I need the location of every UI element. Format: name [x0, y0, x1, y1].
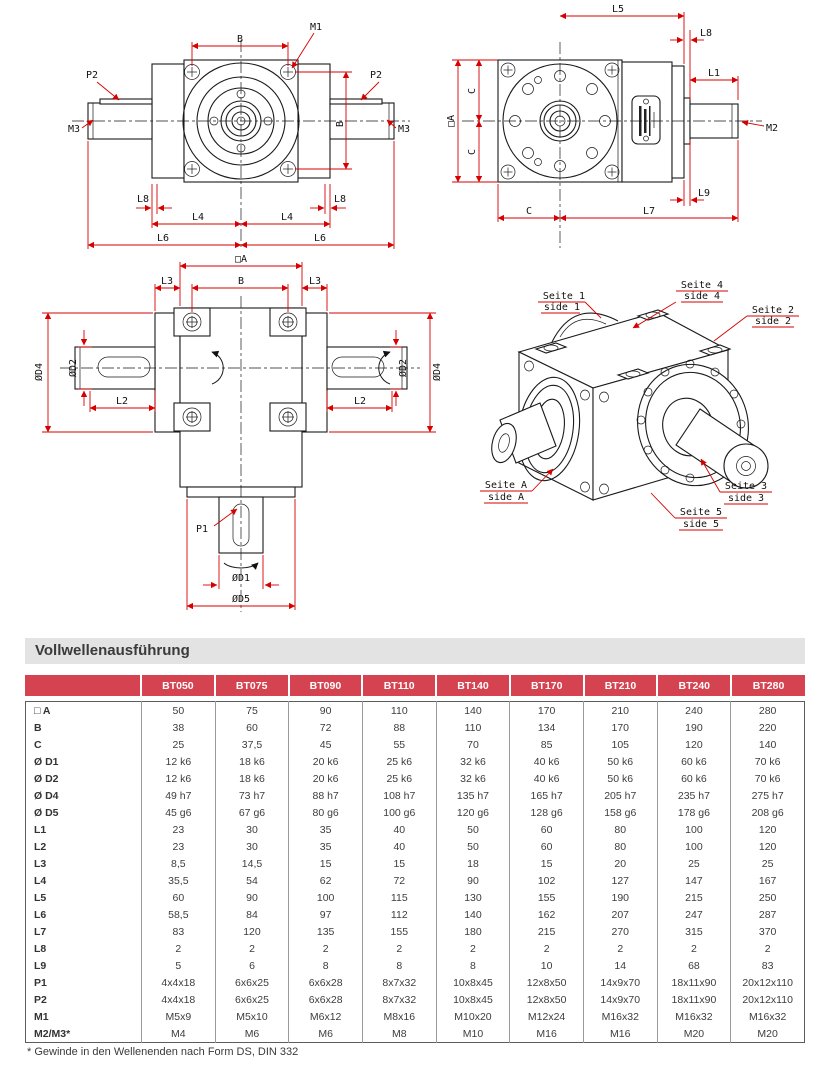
dimension-table: [25, 675, 805, 1043]
table-cell: 50 k6: [583, 770, 657, 787]
table-cell: 85: [510, 736, 584, 753]
table-cell: 120 g6: [436, 804, 510, 821]
table-row-label: L7: [34, 925, 47, 938]
table-cell: 108 h7: [362, 787, 436, 804]
table-cell: 170: [583, 719, 657, 736]
dim-label-l2-left: L2: [115, 396, 129, 407]
table-cell: 190: [583, 889, 657, 906]
table-row: [26, 770, 805, 787]
table-column-header: BT280: [731, 675, 805, 696]
table-cell: 60 k6: [657, 770, 731, 787]
table-row-label: M2/M3*: [34, 1027, 71, 1040]
table-cell: M6: [215, 1025, 289, 1043]
table-cell: M6x12: [289, 1008, 363, 1025]
dim-label-d2-right: ØD2: [398, 358, 409, 378]
table-cell: 162: [510, 906, 584, 923]
table-row: [26, 991, 805, 1008]
table-cell: 54: [215, 872, 289, 889]
dim-label-l7: L7: [642, 206, 656, 217]
table-cell: 5: [142, 957, 216, 974]
table-data: [25, 701, 805, 1043]
table-column-header: BT210: [584, 675, 658, 696]
dim-label-d5: ØD5: [231, 594, 251, 605]
table-cell: 270: [583, 923, 657, 940]
table-cell: 75: [215, 702, 289, 720]
table-cell: 38: [142, 719, 216, 736]
table-cell: 90: [289, 702, 363, 720]
table-cell: 70 k6: [731, 770, 805, 787]
front-view-drawing: [25, 5, 430, 253]
dim-label-l1: L1: [707, 68, 721, 79]
callout-side3-de: Seite 3: [724, 481, 768, 492]
table-row-label: Ø D2: [34, 772, 59, 785]
table-cell: 72: [362, 872, 436, 889]
dim-label-m3-left: M3: [67, 124, 80, 135]
side-view-drawing: [432, 0, 830, 252]
table-cell: 110: [436, 719, 510, 736]
table-row: [26, 906, 805, 923]
table-cell: 6x6x25: [215, 974, 289, 991]
table-cell: 10x8x45: [436, 991, 510, 1008]
table-cell: 20x12x110: [731, 974, 805, 991]
table-column-header: BT110: [362, 675, 436, 696]
table-cell: 115: [362, 889, 436, 906]
table-cell: M16x32: [657, 1008, 731, 1025]
table-cell: 8: [436, 957, 510, 974]
table-cell: 190: [657, 719, 731, 736]
table-cell: 20: [583, 855, 657, 872]
table-cell: 105: [583, 736, 657, 753]
dim-label-d1: ØD1: [231, 573, 251, 584]
table-cell: 18 k6: [215, 753, 289, 770]
dim-label-b-topview: B: [237, 276, 245, 287]
table-row-label: B: [34, 721, 42, 734]
table-row: [26, 855, 805, 872]
table-cell: 205 h7: [583, 787, 657, 804]
table-cell: 50: [436, 838, 510, 855]
table-cell: 55: [362, 736, 436, 753]
table-cell: 170: [510, 702, 584, 720]
table-cell: 32 k6: [436, 770, 510, 787]
table-cell: 60: [142, 889, 216, 906]
table-cell: M5x9: [142, 1008, 216, 1025]
table-cell: 220: [731, 719, 805, 736]
table-row-label: Ø D1: [34, 755, 59, 768]
table-row-label: P1: [34, 976, 47, 989]
table-cell: 102: [510, 872, 584, 889]
table-cell: 25 k6: [362, 770, 436, 787]
callout-side4-en: side 4: [683, 291, 721, 302]
callout-side4-de: Seite 4: [680, 280, 724, 291]
table-cell: 60: [510, 821, 584, 838]
table-cell: 6x6x28: [289, 974, 363, 991]
dim-label-l5: L5: [611, 4, 625, 15]
table-cell: 25 k6: [362, 753, 436, 770]
table-cell: 140: [436, 906, 510, 923]
table-cell: 25: [142, 736, 216, 753]
table-body: [26, 702, 805, 1043]
iso-view-drawing: [445, 268, 830, 560]
table-cell: M6: [289, 1025, 363, 1043]
table-row-label: □ A: [34, 704, 51, 717]
table-cell: 37,5: [215, 736, 289, 753]
table-cell: 40 k6: [510, 753, 584, 770]
table-row: [26, 702, 805, 720]
dim-label-l4-left: L4: [191, 212, 205, 223]
table-cell: 127: [583, 872, 657, 889]
dim-label-c-bottom: C: [525, 206, 533, 217]
table-cell: 83: [731, 957, 805, 974]
table-row-label: L3: [34, 857, 47, 870]
table-cell: 80: [583, 838, 657, 855]
table-cell: 120: [657, 736, 731, 753]
table-cell: M10x20: [436, 1008, 510, 1025]
table-header: [25, 675, 805, 696]
table-cell: 35,5: [142, 872, 216, 889]
table-cell: 247: [657, 906, 731, 923]
table-row: [26, 1008, 805, 1025]
table-cell: 2: [510, 940, 584, 957]
table-cell: 90: [436, 872, 510, 889]
iso-view-body: [488, 310, 768, 500]
table-cell: 60: [215, 719, 289, 736]
table-cell: 110: [362, 702, 436, 720]
table-cell: 84: [215, 906, 289, 923]
table-row-label: L5: [34, 891, 47, 904]
table-row-label: M1: [34, 1010, 49, 1023]
nameplate: [632, 96, 660, 144]
table-cell: 135: [289, 923, 363, 940]
table-cell: M8x16: [362, 1008, 436, 1025]
table-column-header: BT140: [436, 675, 510, 696]
table-row: [26, 974, 805, 991]
table-cell: 60 k6: [657, 753, 731, 770]
dim-label-l9: L9: [698, 188, 711, 199]
table-column-header: BT075: [215, 675, 289, 696]
table-cell: 165 h7: [510, 787, 584, 804]
table-column-header: BT050: [141, 675, 215, 696]
table-cell: M20: [731, 1025, 805, 1043]
table-cell: 100 g6: [362, 804, 436, 821]
dim-label-l2-right: L2: [353, 396, 367, 407]
table-header-row: [25, 675, 805, 696]
table-cell: M8: [362, 1025, 436, 1043]
table-cell: 12 k6: [142, 753, 216, 770]
table-cell: 158 g6: [583, 804, 657, 821]
dim-label-m1: M1: [310, 22, 323, 33]
table-cell: 35: [289, 838, 363, 855]
dim-label-l4-right: L4: [280, 212, 294, 223]
table-cell: 2: [436, 940, 510, 957]
dim-label-m2: M2: [766, 123, 779, 134]
table-row-label: P2: [34, 993, 47, 1006]
dim-label-l6-right: L6: [313, 233, 327, 244]
table-row-label: L9: [34, 959, 47, 972]
dim-label-a-top: □A: [234, 254, 248, 265]
table-cell: 2: [731, 940, 805, 957]
table-cell: M16x32: [583, 1008, 657, 1025]
table-cell: 97: [289, 906, 363, 923]
table-cell: 6: [215, 957, 289, 974]
table-cell: 30: [215, 838, 289, 855]
table-cell: 70 k6: [731, 753, 805, 770]
table-cell: 275 h7: [731, 787, 805, 804]
table-row-label: Ø D4: [34, 789, 59, 802]
table-row-label: L8: [34, 942, 47, 955]
table-cell: 67 g6: [215, 804, 289, 821]
dim-label-p2-right: P2: [370, 70, 383, 81]
table-cell: 18x11x90: [657, 991, 731, 1008]
dim-label-p1: P1: [196, 524, 209, 535]
table-row: [26, 821, 805, 838]
table-cell: 8: [362, 957, 436, 974]
table-cell: 215: [657, 889, 731, 906]
table-row: [26, 804, 805, 821]
table-row-label: L4: [34, 874, 47, 887]
section-title: Vollwellenausführung: [35, 642, 190, 659]
table-cell: 18x11x90: [657, 974, 731, 991]
table-cell: 8: [289, 957, 363, 974]
table-cell: M12x24: [510, 1008, 584, 1025]
dim-label-b-right: B: [335, 120, 346, 128]
table-cell: M4: [142, 1025, 216, 1043]
table-cell: 315: [657, 923, 731, 940]
table-cell: 100: [657, 821, 731, 838]
table-cell: 23: [142, 821, 216, 838]
table-cell: 60: [510, 838, 584, 855]
dim-label-d4-left: ØD4: [34, 362, 45, 382]
table-row-label: L2: [34, 840, 47, 853]
table-cell: 135 h7: [436, 787, 510, 804]
table-cell: 40: [362, 821, 436, 838]
table-cell: 40 k6: [510, 770, 584, 787]
table-cell: 8x7x32: [362, 991, 436, 1008]
dim-label-l3-right: L3: [308, 276, 322, 287]
table-cell: 178 g6: [657, 804, 731, 821]
table-cell: 45: [289, 736, 363, 753]
table-cell: 32 k6: [436, 753, 510, 770]
table-row: [26, 787, 805, 804]
table-cell: 12x8x50: [510, 991, 584, 1008]
callout-side1-de: Seite 1: [542, 291, 585, 302]
table-cell: 2: [657, 940, 731, 957]
table-cell: 215: [510, 923, 584, 940]
table-column-header: BT090: [289, 675, 363, 696]
dim-label-c-upper: C: [467, 87, 478, 95]
table-cell: 15: [510, 855, 584, 872]
dim-label-d4-right: ØD4: [432, 362, 443, 382]
table-row: [26, 753, 805, 770]
top-view-drawing: [20, 255, 445, 625]
table-cell: 112: [362, 906, 436, 923]
table-cell: 235 h7: [657, 787, 731, 804]
table-cell: 25: [731, 855, 805, 872]
callout-side5-en: side 5: [682, 519, 720, 530]
table-cell: 14,5: [215, 855, 289, 872]
table-cell: 130: [436, 889, 510, 906]
dim-label-l8-left: L8: [136, 194, 150, 205]
table-cell: 20x12x110: [731, 991, 805, 1008]
section-title-bar: [25, 638, 805, 664]
table-cell: M20: [657, 1025, 731, 1043]
table-cell: 80 g6: [289, 804, 363, 821]
table-cell: 20 k6: [289, 770, 363, 787]
table-cell: 370: [731, 923, 805, 940]
callout-side3-en: side 3: [727, 493, 765, 504]
table-cell: 62: [289, 872, 363, 889]
table-cell: 100: [289, 889, 363, 906]
table-cell: 155: [362, 923, 436, 940]
table-row: [26, 838, 805, 855]
table-cell: 2: [215, 940, 289, 957]
table-cell: 155: [510, 889, 584, 906]
table-cell: 240: [657, 702, 731, 720]
table-cell: M16x32: [731, 1008, 805, 1025]
table-corner-cell: [25, 675, 141, 696]
table-cell: 80: [583, 821, 657, 838]
table-cell: 30: [215, 821, 289, 838]
table-column-header: BT240: [657, 675, 731, 696]
dim-label-c-lower: C: [467, 148, 478, 156]
table-cell: 72: [289, 719, 363, 736]
table-cell: 250: [731, 889, 805, 906]
table-cell: 68: [657, 957, 731, 974]
table-cell: 8,5: [142, 855, 216, 872]
dim-label-d2-left: ØD2: [68, 358, 79, 378]
table-cell: 14x9x70: [583, 974, 657, 991]
table-cell: 2: [142, 940, 216, 957]
table-cell: 50: [142, 702, 216, 720]
top-view-body: [60, 296, 420, 612]
table-cell: 280: [731, 702, 805, 720]
table-cell: 20 k6: [289, 753, 363, 770]
dim-label-p2-left: P2: [86, 70, 99, 81]
front-view-body: [72, 40, 410, 248]
table-row: [26, 940, 805, 957]
table-cell: 10: [510, 957, 584, 974]
table-cell: 88: [362, 719, 436, 736]
table-cell: 2: [583, 940, 657, 957]
table-cell: 58,5: [142, 906, 216, 923]
table-cell: 73 h7: [215, 787, 289, 804]
table-row-label: C: [34, 738, 42, 751]
table-cell: 70: [436, 736, 510, 753]
table-cell: 208 g6: [731, 804, 805, 821]
table-cell: 140: [436, 702, 510, 720]
callout-sideA-en: side A: [487, 492, 525, 503]
table-cell: 18: [436, 855, 510, 872]
table-row: [26, 872, 805, 889]
table-cell: 4x4x18: [142, 974, 216, 991]
table-cell: M16: [510, 1025, 584, 1043]
callout-side5-de: Seite 5: [679, 507, 723, 518]
table-cell: 35: [289, 821, 363, 838]
table-cell: 167: [731, 872, 805, 889]
footnote: * Gewinde in den Wellenenden nach Form DS, DIN 332: [27, 1046, 299, 1058]
table-cell: 287: [731, 906, 805, 923]
table-cell: 2: [362, 940, 436, 957]
table-cell: M10: [436, 1025, 510, 1043]
table-column-header: BT170: [510, 675, 584, 696]
callout-side1-en: side 1: [543, 302, 580, 313]
table-row: [26, 889, 805, 906]
table-row: [26, 957, 805, 974]
dim-label-l6-left: L6: [156, 233, 170, 244]
table-cell: 4x4x18: [142, 991, 216, 1008]
table-cell: 120: [215, 923, 289, 940]
dim-label-l3-left: L3: [160, 276, 174, 287]
table-cell: 140: [731, 736, 805, 753]
table-row-label: L1: [34, 823, 47, 836]
table-cell: 8x7x32: [362, 974, 436, 991]
table-cell: 100: [657, 838, 731, 855]
table-cell: 147: [657, 872, 731, 889]
table-cell: 50: [436, 821, 510, 838]
table-cell: 128 g6: [510, 804, 584, 821]
dim-label-m3-right: M3: [398, 124, 411, 135]
dim-label-l8-right: L8: [333, 194, 347, 205]
table-cell: 120: [731, 838, 805, 855]
table-cell: 134: [510, 719, 584, 736]
table-cell: 12x8x50: [510, 974, 584, 991]
table-row-label: L6: [34, 908, 47, 921]
table-cell: 207: [583, 906, 657, 923]
table-cell: 50 k6: [583, 753, 657, 770]
table-cell: 25: [657, 855, 731, 872]
table-cell: 49 h7: [142, 787, 216, 804]
table-cell: 14x9x70: [583, 991, 657, 1008]
table-cell: 2: [289, 940, 363, 957]
callout-side2-en: side 2: [754, 316, 792, 327]
callout-sideA-de: Seite A: [484, 480, 528, 491]
table-cell: 180: [436, 923, 510, 940]
table-cell: M16: [583, 1025, 657, 1043]
table-row: [26, 719, 805, 736]
table-cell: 120: [731, 821, 805, 838]
table-cell: 10x8x45: [436, 974, 510, 991]
table-cell: 6x6x25: [215, 991, 289, 1008]
table-cell: 88 h7: [289, 787, 363, 804]
table-row: [26, 1025, 805, 1043]
table-cell: 12 k6: [142, 770, 216, 787]
dim-label-l8-side: L8: [700, 28, 713, 39]
table-cell: 14: [583, 957, 657, 974]
table-row: [26, 736, 805, 753]
table-cell: 15: [362, 855, 436, 872]
dim-label-a-side: □A: [446, 114, 457, 128]
table-cell: 6x6x28: [289, 991, 363, 1008]
table-cell: 18 k6: [215, 770, 289, 787]
table-row: [26, 923, 805, 940]
table-row-label: Ø D5: [34, 806, 59, 819]
table-cell: 210: [583, 702, 657, 720]
table-cell: 90: [215, 889, 289, 906]
table-cell: 40: [362, 838, 436, 855]
table-cell: 45 g6: [142, 804, 216, 821]
table-cell: 15: [289, 855, 363, 872]
table-cell: M5x10: [215, 1008, 289, 1025]
dim-label-b-top: B: [236, 34, 244, 45]
table-cell: 83: [142, 923, 216, 940]
callout-side2-de: Seite 2: [751, 305, 795, 316]
table-cell: 23: [142, 838, 216, 855]
